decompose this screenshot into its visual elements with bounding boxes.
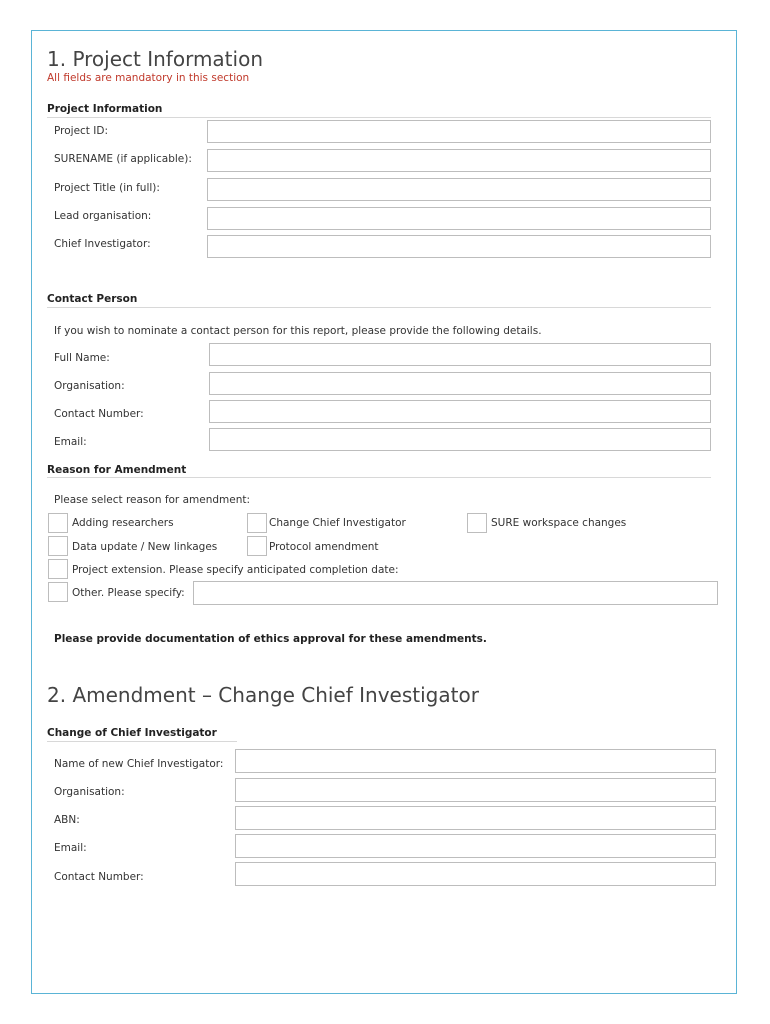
contact-number-label: Contact Number: bbox=[54, 408, 144, 420]
other-checkbox[interactable] bbox=[48, 582, 68, 602]
other-specify-input[interactable] bbox=[193, 581, 718, 605]
chief-investigator-input[interactable] bbox=[207, 235, 711, 258]
amendment-prompt: Please select reason for amendment: bbox=[54, 494, 251, 506]
sure-workspace-checkbox[interactable] bbox=[467, 513, 487, 533]
abn-input[interactable] bbox=[235, 806, 716, 830]
new-ci-email-input[interactable] bbox=[235, 834, 716, 858]
protocol-amendment-label: Protocol amendment bbox=[269, 541, 379, 553]
mandatory-note: All fields are mandatory in this section bbox=[47, 72, 250, 84]
divider bbox=[47, 117, 711, 118]
email-label: Email: bbox=[54, 436, 87, 448]
lead-organisation-label: Lead organisation: bbox=[54, 210, 152, 222]
new-ci-contact-number-input[interactable] bbox=[235, 862, 716, 886]
project-id-label: Project ID: bbox=[54, 125, 108, 137]
contact-number-input[interactable] bbox=[209, 400, 711, 423]
data-update-checkbox[interactable] bbox=[48, 536, 68, 556]
adding-researchers-label: Adding researchers bbox=[72, 517, 174, 529]
full-name-input[interactable] bbox=[209, 343, 711, 366]
new-ci-contact-number-label: Contact Number: bbox=[54, 871, 144, 883]
lead-organisation-input[interactable] bbox=[207, 207, 711, 230]
new-ci-name-label: Name of new Chief Investigator: bbox=[54, 758, 224, 770]
surename-input[interactable] bbox=[207, 149, 711, 172]
change-ci-heading: Change of Chief Investigator bbox=[47, 727, 217, 739]
sure-workspace-label: SURE workspace changes bbox=[491, 517, 627, 529]
ethics-approval-note: Please provide documentation of ethics approval for these amendments. bbox=[54, 633, 487, 645]
project-extension-label: Project extension. Please specify anticipated completion date: bbox=[72, 564, 399, 576]
full-name-label: Full Name: bbox=[54, 352, 110, 364]
divider bbox=[47, 307, 711, 308]
form-page bbox=[31, 30, 737, 994]
organisation-input[interactable] bbox=[209, 372, 711, 395]
section1-title: 1. Project Information bbox=[47, 47, 263, 71]
adding-researchers-checkbox[interactable] bbox=[48, 513, 68, 533]
protocol-amendment-checkbox[interactable] bbox=[247, 536, 267, 556]
abn-label: ABN: bbox=[54, 814, 80, 826]
chief-investigator-label: Chief Investigator: bbox=[54, 238, 151, 250]
other-label: Other. Please specify: bbox=[72, 587, 185, 599]
surename-label: SURENAME (if applicable): bbox=[54, 153, 192, 165]
project-extension-checkbox[interactable] bbox=[48, 559, 68, 579]
new-ci-name-input[interactable] bbox=[235, 749, 716, 773]
divider bbox=[47, 477, 711, 478]
email-input[interactable] bbox=[209, 428, 711, 451]
amendment-reason-heading: Reason for Amendment bbox=[47, 464, 187, 476]
new-ci-organisation-input[interactable] bbox=[235, 778, 716, 802]
contact-person-intro: If you wish to nominate a contact person for this report, please provide the following details. bbox=[54, 325, 542, 337]
project-id-input[interactable] bbox=[207, 120, 711, 143]
organisation-label: Organisation: bbox=[54, 380, 125, 392]
contact-person-heading: Contact Person bbox=[47, 293, 138, 305]
data-update-label: Data update / New linkages bbox=[72, 541, 218, 553]
project-info-heading: Project Information bbox=[47, 103, 163, 115]
project-title-input[interactable] bbox=[207, 178, 711, 201]
project-title-label: Project Title (in full): bbox=[54, 182, 160, 194]
change-ci-label: Change Chief Investigator bbox=[269, 517, 406, 529]
section2-title: 2. Amendment – Change Chief Investigator bbox=[47, 683, 479, 707]
new-ci-email-label: Email: bbox=[54, 842, 87, 854]
change-ci-checkbox[interactable] bbox=[247, 513, 267, 533]
new-ci-organisation-label: Organisation: bbox=[54, 786, 125, 798]
divider bbox=[47, 741, 237, 742]
